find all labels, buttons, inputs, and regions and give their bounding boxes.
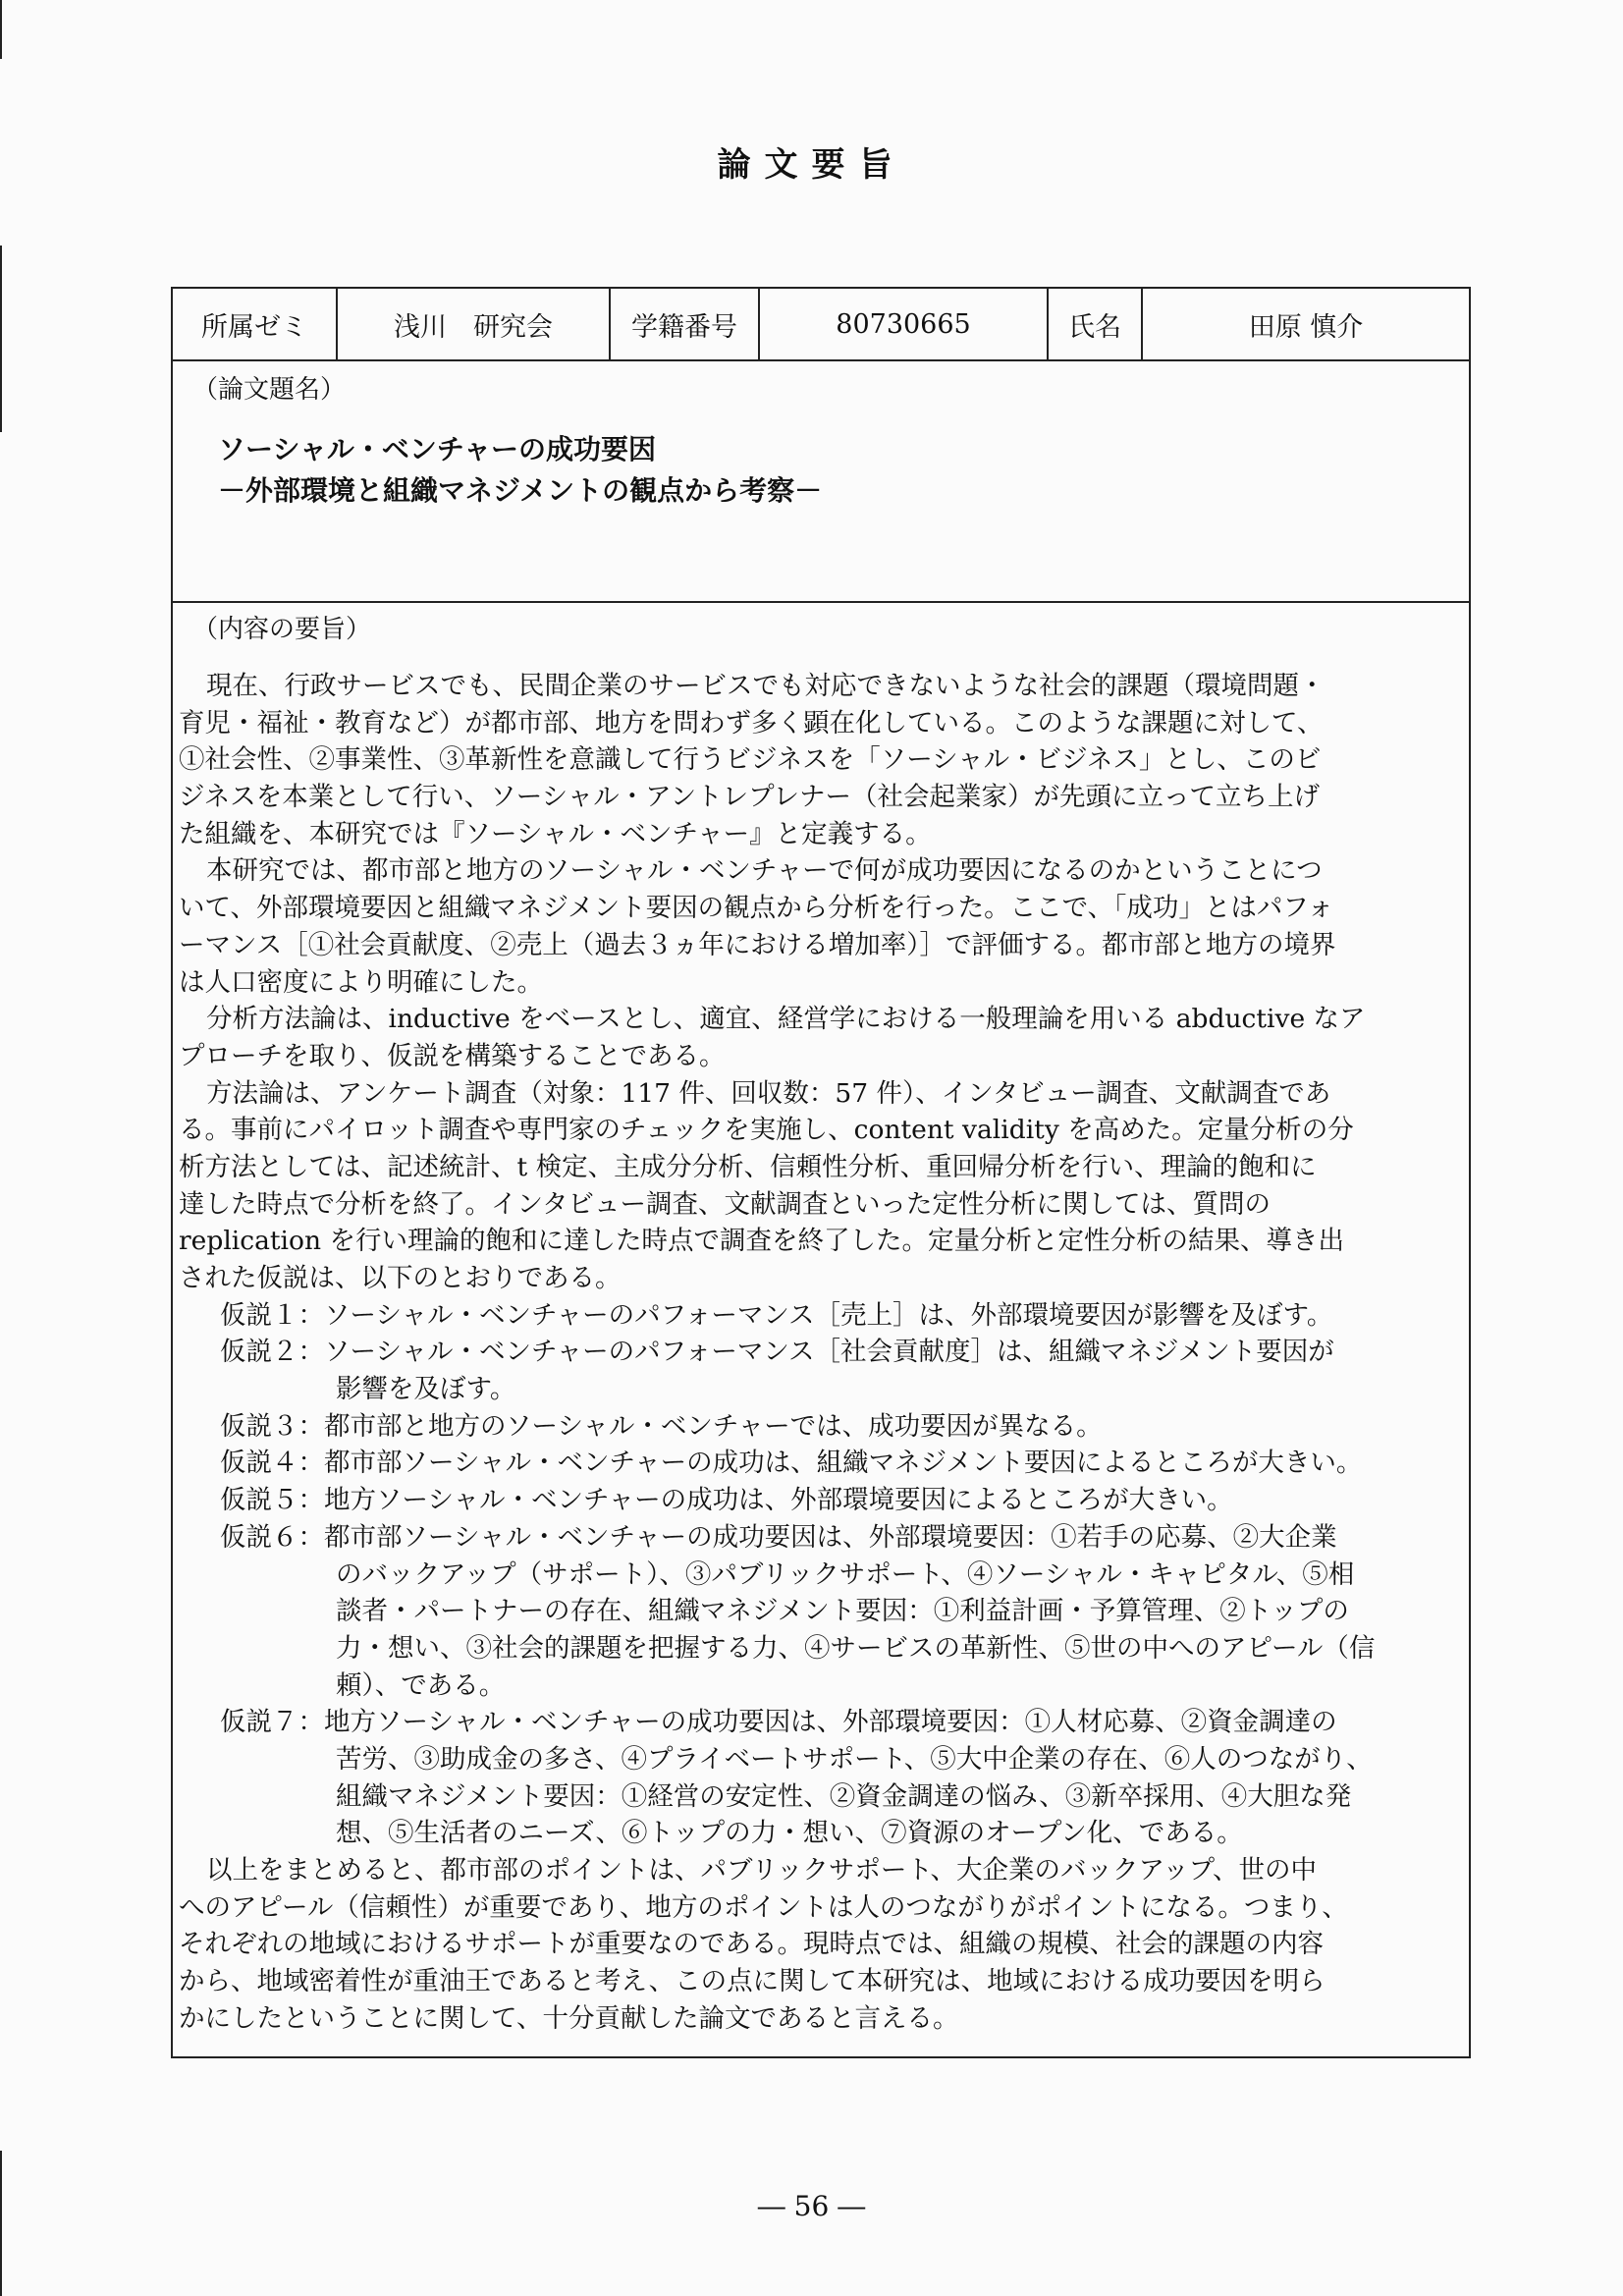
summary-line: ジネスを本業として行い、ソーシャル・アントレプレナー（社会起業家）が先頭に立って立ち上げ bbox=[179, 782, 1321, 813]
summary-line: ーマンス［①社会貢献度、②売上（過去３ヵ年における増加率）］で評価する。都市部と地方の境界 bbox=[179, 929, 1336, 960]
summary-line: 析方法としては、記述統計、t 検定、主成分分析、信頼性分析、重回帰分析を行い、理論的飽和に bbox=[179, 1151, 1317, 1182]
student-id-value: 80730665 bbox=[760, 289, 1049, 359]
name-value: 田原 慎介 bbox=[1248, 311, 1364, 343]
hypothesis-continuation: 頼）、である。 bbox=[336, 1669, 506, 1701]
seminar-value: 浅川 研究会 bbox=[338, 289, 611, 359]
summary-body bbox=[179, 668, 1465, 2037]
summary-section bbox=[173, 603, 1469, 2058]
summary-line: 以上をまとめると、都市部のポイントは、パブリックサポート、大企業のバックアップ、世の中 bbox=[206, 1855, 1318, 1886]
summary-line: 方法論は、アンケート調査（対象：117 件、回収数：57 件）、インタビュー調査、文献調査であ bbox=[206, 1077, 1331, 1109]
hypothesis-continuation: のバックアップ（サポート）、③パブリックサポート、④ソーシャル・キャピタル、⑤相 bbox=[336, 1558, 1355, 1590]
summary-line: は人口密度により明確にした。 bbox=[179, 966, 543, 998]
thesis-title-line-1: ソーシャル・ベンチャーの成功要因 bbox=[218, 433, 657, 465]
summary-line: 本研究では、都市部と地方のソーシャル・ベンチャーで何が成功要因になるのかということにつ bbox=[206, 855, 1323, 887]
hypothesis-line: 仮説５：地方ソーシャル・ベンチャーの成功は、外部環境要因によるところが大きい。 bbox=[220, 1485, 1233, 1516]
summary-line: る。事前にパイロット調査や専門家のチェックを実施し、content validity を高めた。定量分析の分 bbox=[179, 1115, 1354, 1146]
summary-line: いて、外部環境要因と組織マネジメント要因の観点から分析を行った。ここで、「成功」とはパフォ bbox=[179, 893, 1334, 924]
header-row bbox=[173, 289, 1469, 361]
thesis-title-section bbox=[173, 361, 1469, 603]
hypothesis-line: 仮説３：都市部と地方のソーシャル・ベンチャーでは、成功要因が異なる。 bbox=[220, 1410, 1103, 1442]
hypothesis-continuation: 影響を及ぼす。 bbox=[336, 1374, 516, 1405]
summary-line: た組織を、本研究では『ソーシャル・ベンチャー』と定義する。 bbox=[179, 818, 932, 849]
document-title: 論文要旨 bbox=[717, 145, 906, 185]
page-number: ― 56 ― bbox=[757, 2190, 866, 2222]
summary-line: から、地域密着性が重油王であると考え、この点に関して本研究は、地域における成功要因を明ら bbox=[179, 1966, 1325, 1997]
summary-line: 達した時点で分析を終了。インタビュー調査、文献調査といった定性分析に関しては、質問の bbox=[179, 1188, 1271, 1220]
summary-line: ①社会性、②事業性、③革新性を意識して行うビジネスを「ソーシャル・ビジネス」とし、このビ bbox=[179, 744, 1322, 776]
summary-label: （内容の要旨） bbox=[192, 615, 372, 644]
thesis-title-line-2: －外部環境と組織マネジメントの観点から考察－ bbox=[218, 474, 823, 507]
hypothesis-continuation: 組織マネジメント要因：①経営の安定性、②資金調達の悩み、③新卒採用、④大胆な発 bbox=[336, 1780, 1352, 1812]
summary-line: 分析方法論は、inductive をベースとし、適宜、経営学における一般理論を用いる abductive なア bbox=[206, 1004, 1366, 1035]
hypothesis-continuation: 想、⑤生活者のニーズ、⑥トップの力・想い、⑦資源のオープン化、である。 bbox=[336, 1818, 1243, 1849]
hypothesis-continuation: 苦労、③助成金の多さ、④プライベートサポート、⑤大中企業の存在、⑥人のつながり、 bbox=[336, 1743, 1373, 1775]
seminar-label: 所属ゼミ bbox=[173, 289, 338, 359]
thesis-title-label: （論文題名） bbox=[192, 375, 347, 405]
student-id-label: 学籍番号 bbox=[611, 289, 760, 359]
summary-line: かにしたということに関して、十分貢献した論文であると言える。 bbox=[179, 2002, 959, 2034]
summary-line: プローチを取り、仮説を構築することである。 bbox=[179, 1040, 726, 1071]
summary-line: 現在、行政サービスでも、民間企業のサービスでも対応できないような社会的課題（環境問題・ bbox=[206, 671, 1325, 701]
hypothesis-line: 仮説７：地方ソーシャル・ベンチャーの成功要因は、外部環境要因：①人材応募、②資金調達の bbox=[220, 1707, 1337, 1738]
scan-edge-mark-middle bbox=[0, 246, 2, 432]
hypothesis-continuation: 談者・パートナーの存在、組織マネジメント要因：①利益計画・予算管理、②トップの bbox=[336, 1596, 1349, 1627]
summary-line: 育児・福祉・教育など）が都市部、地方を問わず多く顕在化している。このような課題に対して、 bbox=[179, 707, 1324, 738]
summary-form bbox=[171, 287, 1471, 2058]
hypothesis-continuation: 力・想い、③社会的課題を把握する力、④サービスの革新性、⑤世の中へのアピール（信 bbox=[336, 1632, 1376, 1664]
summary-line: された仮説は、以下のとおりである。 bbox=[179, 1263, 622, 1293]
summary-line: へのアピール（信頼性）が重要であり、地方のポイントは人のつながりがポイントになる。つまり、 bbox=[179, 1891, 1348, 1923]
summary-line: それぞれの地域におけるサポートが重要なのである。現時点では、組織の規模、社会的課題の内容 bbox=[179, 1929, 1324, 1960]
hypothesis-line: 仮説４：都市部ソーシャル・ベンチャーの成功は、組織マネジメント要因によるところが大きい。 bbox=[220, 1448, 1363, 1479]
scan-edge-mark-bottom bbox=[0, 2151, 2, 2296]
hypothesis-line: 仮説１：ソーシャル・ベンチャーのパフォーマンス［売上］は、外部環境要因が影響を及ぼす。 bbox=[220, 1299, 1333, 1331]
hypothesis-line: 仮説２：ソーシャル・ベンチャーのパフォーマンス［社会貢献度］は、組織マネジメント要因が bbox=[220, 1337, 1334, 1368]
name-label: 氏名 bbox=[1049, 289, 1143, 359]
scan-edge-mark-top bbox=[0, 0, 2, 59]
summary-line: replication を行い理論的飽和に達した時点で調査を終了した。定量分析と定性分析の結果、導き出 bbox=[179, 1226, 1344, 1257]
hypothesis-line: 仮説６：都市部ソーシャル・ベンチャーの成功要因は、外部環境要因：①若手の応募、②大企業 bbox=[220, 1521, 1337, 1553]
